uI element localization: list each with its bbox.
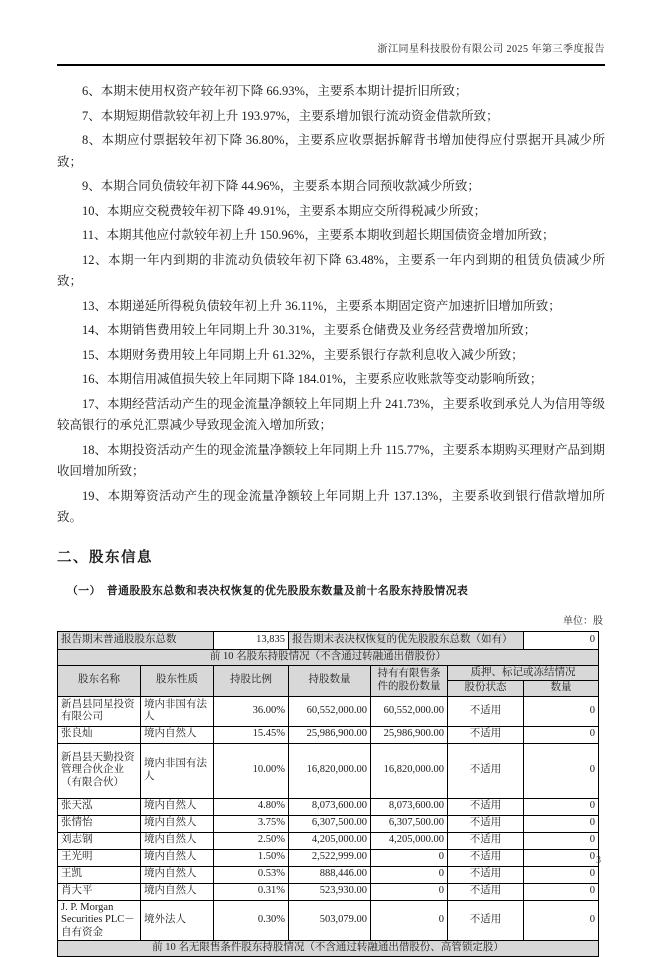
shareholder-name-cell: 张良灿 (58, 726, 141, 743)
col-header-nature: 股东性质 (141, 665, 214, 696)
preferred-shareholders-label: 报告期末表决权恢复的优先股股东总数（如有） (289, 631, 524, 649)
page-number: 3 (596, 855, 601, 866)
shareholder-qty-cell: 0 (524, 743, 599, 798)
col-header-restricted: 持有有限售条件的股份数量 (371, 665, 448, 696)
col-header-pledge-group: 质押、标记或冻结情况 (448, 665, 599, 681)
shareholder-status-cell: 不适用 (448, 866, 524, 883)
shareholder-nature-cell: 境内非国有法人 (141, 743, 214, 798)
shareholder-restricted-cell: 0 (371, 866, 448, 883)
note-item: 13、本期递延所得税负债较年初上升 36.11%，主要系本期固定资产加速折旧增加所致； (57, 296, 605, 318)
note-item: 10、本期应交税费较年初下降 49.91%，主要系本期应交所得税减少所致； (57, 201, 605, 223)
shareholder-row (58, 696, 599, 726)
shareholder-status-cell: 不适用 (448, 696, 524, 726)
shareholder-qty-cell: 0 (524, 883, 599, 900)
col-header-ratio: 持股比例 (214, 665, 289, 696)
shareholder-restricted-cell: 4,205,000.00 (371, 832, 448, 849)
shareholder-ratio-cell: 3.75% (214, 815, 289, 832)
preferred-shareholders-value: 0 (524, 631, 599, 649)
shareholder-row (58, 900, 599, 941)
shareholder-restricted-cell: 60,552,000.00 (371, 696, 448, 726)
shareholder-ratio-cell: 36.00% (214, 696, 289, 726)
financial-notes (57, 81, 605, 529)
shareholder-restricted-cell: 6,307,500.00 (371, 815, 448, 832)
shareholder-shares-cell: 888,446.00 (289, 866, 371, 883)
shareholder-row (58, 832, 599, 849)
shareholder-table (57, 631, 599, 957)
shareholder-ratio-cell: 1.50% (214, 849, 289, 866)
note-item: 11、本期其他应付款较年初上升 150.96%，主要系本期收到超长期国债资金增加所致； (57, 225, 605, 247)
shareholder-status-cell: 不适用 (448, 849, 524, 866)
shareholder-status-cell: 不适用 (448, 883, 524, 900)
shareholder-shares-cell: 60,552,000.00 (289, 696, 371, 726)
shareholder-shares-cell: 25,986,900.00 (289, 726, 371, 743)
shareholder-name-cell: 新昌县天勤投资管理合伙企业（有限合伙） (58, 743, 141, 798)
shareholder-nature-cell: 境内自然人 (141, 849, 214, 866)
unit-label: 单位：股 (57, 612, 603, 627)
shareholder-nature-cell: 境内自然人 (141, 815, 214, 832)
shareholder-nature-cell: 境外法人 (141, 900, 214, 941)
shareholder-qty-cell: 0 (524, 849, 599, 866)
shareholder-restricted-cell: 0 (371, 849, 448, 866)
shareholder-ratio-cell: 4.80% (214, 798, 289, 815)
shareholder-ratio-cell: 0.30% (214, 900, 289, 941)
top10-banner: 前 10 名股东持股情况（不含通过转融通出借股份） (58, 649, 599, 665)
shareholder-qty-cell: 0 (524, 866, 599, 883)
shareholder-status-cell: 不适用 (448, 743, 524, 798)
shareholder-row (58, 743, 599, 798)
shareholder-restricted-cell: 25,986,900.00 (371, 726, 448, 743)
shareholder-ratio-cell: 0.31% (214, 883, 289, 900)
shareholder-row (58, 883, 599, 900)
note-item: 12、本期一年内到期的非流动负债较年初下降 63.48%，主要系一年内到期的租赁负债减少所致； (57, 250, 605, 293)
shareholder-row (58, 849, 599, 866)
section-heading-shareholder-info: 二、股东信息 (57, 546, 605, 567)
shareholder-status-cell: 不适用 (448, 726, 524, 743)
shareholder-name-cell: 刘志钢 (58, 832, 141, 849)
shareholder-nature-cell: 境内自然人 (141, 798, 214, 815)
shareholder-shares-cell: 16,820,000.00 (289, 743, 371, 798)
shareholder-name-cell: 张天泓 (58, 798, 141, 815)
shareholder-status-cell: 不适用 (448, 798, 524, 815)
page-header-title: 浙江同星科技股份有限公司 2025 年第三季度报告 (57, 40, 605, 66)
shareholder-row (58, 726, 599, 743)
shareholder-qty-cell: 0 (524, 726, 599, 743)
shareholder-restricted-cell: 0 (371, 883, 448, 900)
shareholder-qty-cell: 0 (524, 900, 599, 941)
shareholder-shares-cell: 6,307,500.00 (289, 815, 371, 832)
note-item: 8、本期应付票据较年初下降 36.80%，主要系应收票据拆解背书增加使得应付票据开具减少所致； (57, 130, 605, 173)
shareholder-restricted-cell: 16,820,000.00 (371, 743, 448, 798)
note-item: 18、本期投资活动产生的现金流量净额较上年同期上升 115.77%，主要系本期购买理财产品到期收回增加所致； (57, 440, 605, 483)
col-header-pledge-status: 股份状态 (448, 681, 524, 697)
shareholder-row (58, 798, 599, 815)
ordinary-shareholders-label: 报告期末普通股股东总数 (58, 631, 214, 649)
shareholder-name-cell: 新昌县同星投资有限公司 (58, 696, 141, 726)
shareholder-name-cell: J. P. Morgan Securities PLC－自有资金 (58, 900, 141, 941)
note-item: 15、本期财务费用较上年同期上升 61.32%，主要系银行存款利息收入减少所致； (57, 345, 605, 367)
shareholder-status-cell: 不适用 (448, 900, 524, 941)
shareholder-rows (58, 696, 599, 941)
shareholder-name-cell: 张情怡 (58, 815, 141, 832)
note-item: 19、本期筹资活动产生的现金流量净额较上年同期上升 137.13%，主要系收到银行借款增加所致。 (57, 486, 605, 529)
summary-row (58, 631, 599, 649)
shareholder-ratio-cell: 2.50% (214, 832, 289, 849)
shareholder-qty-cell: 0 (524, 815, 599, 832)
shareholder-shares-cell: 8,073,600.00 (289, 798, 371, 815)
note-item: 17、本期经营活动产生的现金流量净额较上年同期上升 241.73%，主要系收到承兑人为信用等级较高银行的承兑汇票减少导致现金流入增加所致； (57, 394, 605, 437)
shareholder-ratio-cell: 10.00% (214, 743, 289, 798)
unrestricted-banner-row (58, 941, 599, 957)
shareholder-nature-cell: 境内自然人 (141, 866, 214, 883)
note-item: 16、本期信用减值损失较上年同期下降 184.01%，主要系应收账款等变动影响所致； (57, 369, 605, 391)
shareholder-restricted-cell: 0 (371, 900, 448, 941)
shareholder-nature-cell: 境内非国有法人 (141, 696, 214, 726)
shareholder-nature-cell: 境内自然人 (141, 726, 214, 743)
shareholder-shares-cell: 523,930.00 (289, 883, 371, 900)
shareholder-shares-cell: 4,205,000.00 (289, 832, 371, 849)
shareholder-name-cell: 肖大平 (58, 883, 141, 900)
ordinary-shareholders-value: 13,835 (214, 631, 289, 649)
shareholder-row (58, 866, 599, 883)
shareholder-restricted-cell: 8,073,600.00 (371, 798, 448, 815)
col-header-pledge-qty: 数量 (524, 681, 599, 697)
shareholder-name-cell: 王光明 (58, 849, 141, 866)
shareholder-name-cell: 王凯 (58, 866, 141, 883)
shareholder-row (58, 815, 599, 832)
note-item: 14、本期销售费用较上年同期上升 30.31%，主要系仓储费及业务经营费增加所致； (57, 320, 605, 342)
shareholder-qty-cell: 0 (524, 832, 599, 849)
shareholder-shares-cell: 503,079.00 (289, 900, 371, 941)
subsection-heading-top10-table: （一） 普通股股东总数和表决权恢复的优先股股东数量及前十名股东持股情况表 (67, 583, 605, 598)
shareholder-ratio-cell: 0.53% (214, 866, 289, 883)
shareholder-ratio-cell: 15.45% (214, 726, 289, 743)
shareholder-nature-cell: 境内自然人 (141, 832, 214, 849)
shareholder-status-cell: 不适用 (448, 815, 524, 832)
col-header-name: 股东名称 (58, 665, 141, 696)
shareholder-nature-cell: 境内自然人 (141, 883, 214, 900)
note-item: 7、本期短期借款较年初上升 193.97%，主要系增加银行流动资金借款所致； (57, 106, 605, 128)
top10-banner-row (58, 649, 599, 665)
shareholder-shares-cell: 2,522,999.00 (289, 849, 371, 866)
note-item: 6、本期末使用权资产较年初下降 66.93%，主要系本期计提折旧所致； (57, 81, 605, 103)
shareholder-qty-cell: 0 (524, 696, 599, 726)
col-header-shares: 持股数量 (289, 665, 371, 696)
shareholder-qty-cell: 0 (524, 798, 599, 815)
column-header-row (58, 665, 599, 681)
shareholder-status-cell: 不适用 (448, 832, 524, 849)
unrestricted-banner: 前 10 名无限售条件股东持股情况（不含通过转融通出借股份、高管锁定股） (58, 941, 599, 957)
note-item: 9、本期合同负债较年初下降 44.96%，主要系本期合同预收款减少所致； (57, 176, 605, 198)
